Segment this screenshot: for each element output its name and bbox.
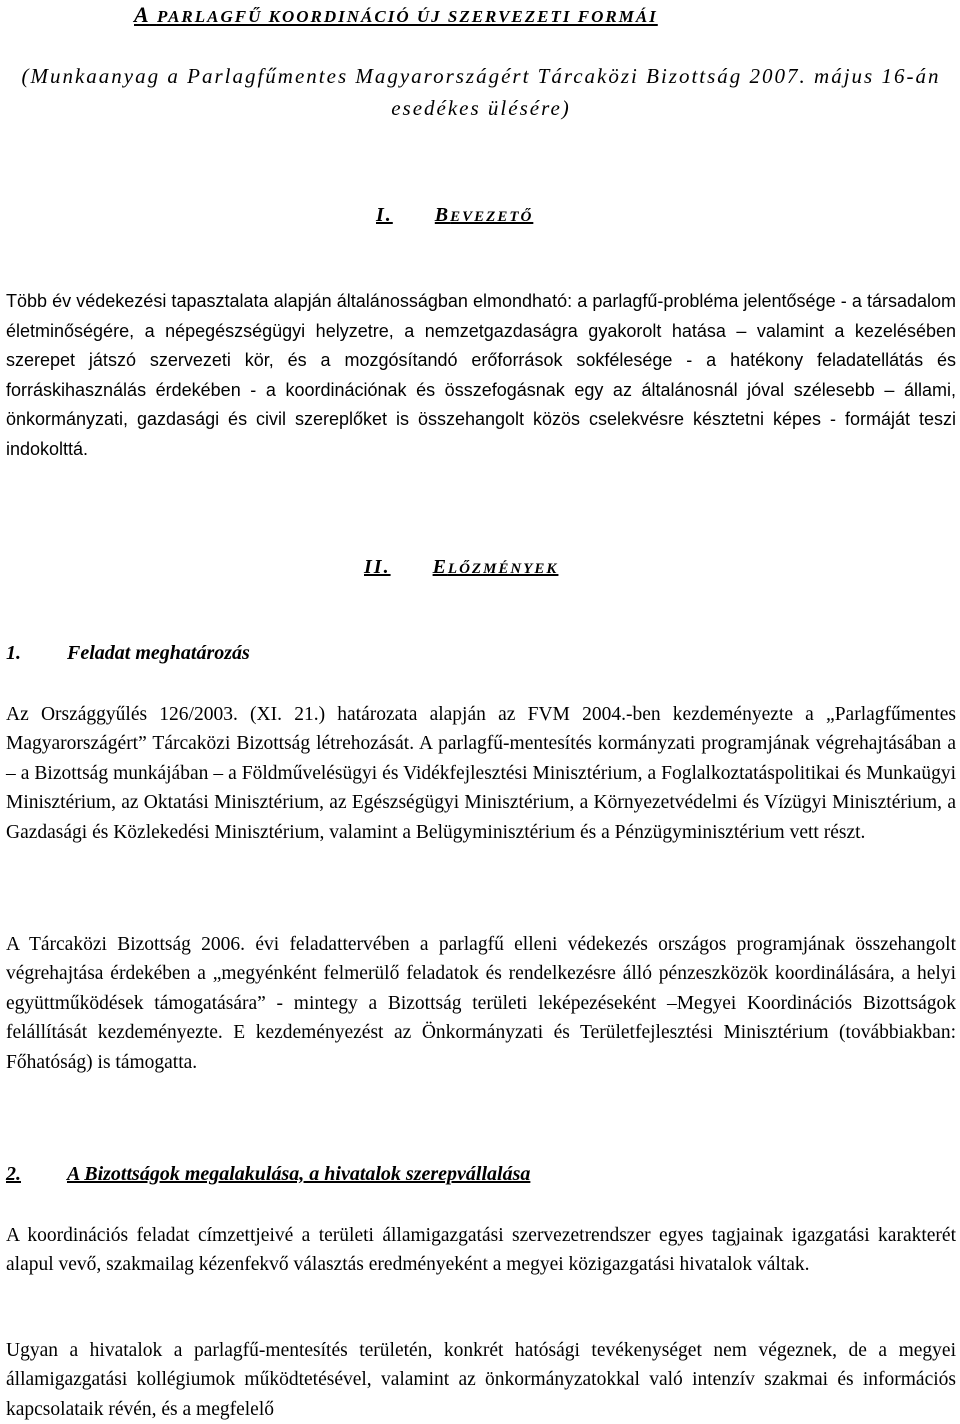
subheading-bizottsagok-megalakulasa [6, 1163, 530, 1186]
subheading-number: 1. [6, 642, 21, 664]
paragraph-feladat-1: Az Országgyűlés 126/2003. (XI. 21.) határozata alapján az FVM 2004.-ben kezdeményezte a „Parlagfűmentes Magyarországért” Tárcaközi Bizottság létrehozását. A parlagfű-mentesítés kormányzati programjának végrehajtásában a – a Bizottság munkájában – a Földművelésügyi és Vidékfejlesztési Minisztérium, a Foglalkoztatáspolitikai és Munkaügyi Minisztérium, az Oktatási Minisztérium, az Egészségügyi Minisztérium, a Környezetvédelmi és Vízügyi Minisztérium, a Gazdasági és Közlekedési Minisztérium, valamint a Belügyminisztérium és a Pénzügyminisztérium vett részt. [6, 704, 956, 843]
subheading-number: 2. [6, 1163, 21, 1185]
section-number: II. [364, 556, 391, 578]
document-title-initial: A [134, 2, 150, 27]
subheading-text: Feladat meghatározás [67, 642, 250, 664]
section-name: ELŐZMÉNYEK [432, 556, 559, 578]
document-title [134, 2, 658, 28]
paragraph-bizottsagok-2: Ugyan a hivatalok a parlagfű-mentesítés területén, konkrét hatósági tevékenységet nem végeznek, de a megyei államigazgatási kollégiumok működtetésével, valamint az önkormányzatokkal való intenzív szakmai és információs kapcsolataik révén, és a megfelelő [6, 1340, 956, 1420]
paragraph-feladat-2: A Tárcaközi Bizottság 2006. évi feladattervében a parlagfű elleni védekezés országos programjának összehangolt végrehajtása érdekében a „megyénként felmerülő feladatok és rendelkezésre álló pénzeszközök koordinálására, a helyi együttműködések támogatására” - mintegy a Bizottság területi leképezéseként –Megyei Koordinációs Bizottságok felállítását kezdeményezte. E kezdeményezést az Önkormányzati és Területfejlesztési Minisztérium (továbbiakban: Főhatóság) is támogatta. [6, 934, 956, 1073]
section-heading-elozmenyek [364, 556, 558, 579]
intro-paragraph: Több év védekezési tapasztalata alapján általánosságban elmondható: a parlagfű-probléma jelentősége - a társadalom életminőségére, a népegészségügyi helyzetre, a nemzetgazdaságra gyakorolt hatása – valamint a kezelésében szerepet játszó szervezeti kör, és a mozgósítandó erőforrások sokfélesége - a hatékony feladatellátás és forráskihasználás érdekében - a koordinációnak és összefogásnak egy az általánosnál jóval szélesebb – állami, önkormányzati, gazdasági és civil szereplőket is összehangolt közös cselekvésre késztetni képes - formáját teszi indokolttá. [6, 291, 956, 459]
subheading-text: A Bizottságok megalakulása, a hivatalok szerepvállalása [67, 1163, 531, 1185]
section-heading-bevezeto [376, 204, 533, 227]
subheading-feladat-meghatarozas [6, 642, 250, 665]
section-number: I. [376, 204, 393, 226]
paragraph-bizottsagok-1: A koordinációs feladat címzettjeivé a területi államigazgatási szervezetrendszer egyes tagjainak igazgatási karakterét alapul vevő, szakmailag kézenfekvő választás eredményeként a megyei közigazgatási hivatalok váltak. [6, 1225, 956, 1276]
document-subtitle: (Munkaanyag a Parlagfűmentes Magyarországért Tárcaközi Bizottság 2007. május 16-án esedékes ülésére) [21, 64, 941, 120]
section-name: BEVEZETŐ [434, 204, 534, 226]
document-title-rest: PARLAGFŰ KOORDINÁCIÓ ÚJ SZERVEZETI FORMÁI [156, 7, 658, 26]
